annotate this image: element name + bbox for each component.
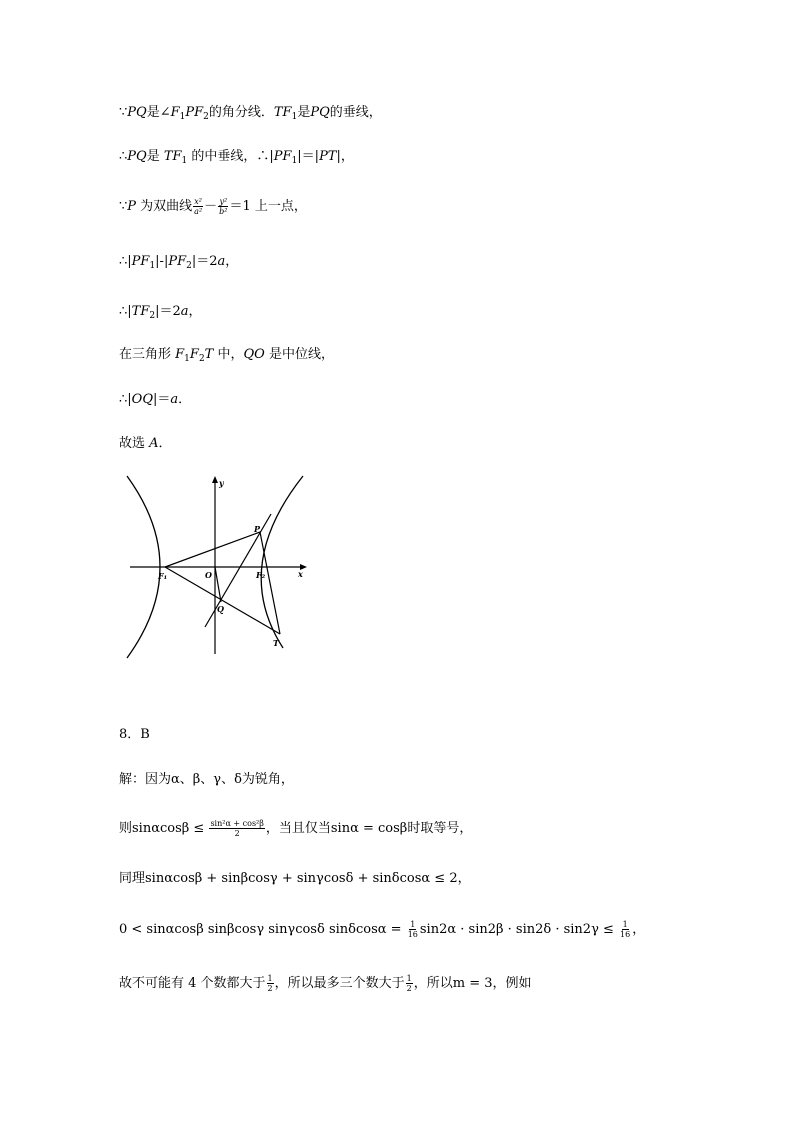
line-9: 8．B — [119, 727, 150, 742]
line-5: $\therefore|TF_2|=2a$， — [119, 304, 202, 321]
line-1: ∵PQ是$\angle F_1PF_2$的角分线．$TF_1$是PQ的垂线， — [119, 105, 382, 122]
line-3: ∵P 为双曲线 $\frac{\text{x²}}{\text{a²}}$ － $\frac{\text{y²}}{\text{b²}}$ ＝1 上一点， — [119, 197, 307, 216]
fraction-x2-a2: $\frac{\text{x²}}{\text{a²}}$ — [194, 197, 203, 216]
line-10: 解：因为α、β、γ、δ为锐角， — [119, 772, 294, 787]
line-2: ∴PQ是 $TF_1$ 的中垂线，$\therefore|PF_1|=|PT|$， — [119, 149, 354, 166]
fraction-one-sixteenth-2: $\frac{1}{16}$ — [620, 920, 631, 939]
segment-f1-p — [165, 532, 260, 567]
line-11: 则sinαcosβ ≤ $\frac{\text{sin²α + cos²β}}{2}$ ，当且仅当sinα = cosβ时取等号， — [119, 819, 473, 838]
label-f2: F₂ — [256, 570, 266, 580]
label-q: Q — [217, 604, 224, 614]
line-6: 在三角形 $F_1F_2T$ 中，QO 是中位线， — [119, 347, 334, 364]
line-12: 同理sinαcosβ + sinβcosγ + sinγcosδ + sinδcosα ≤ 2， — [119, 871, 471, 886]
label-f1: F₁ — [158, 571, 168, 581]
fraction-sin-cos: $\frac{\text{sin²α + cos²β}}{2}$ — [210, 819, 264, 838]
line-7: ∴|OQ|＝a． — [119, 392, 192, 407]
fraction-one-sixteenth: $\frac{1}{16}$ — [407, 920, 418, 939]
fraction-one-half-2: $\frac{1}{2}$ — [406, 974, 412, 993]
label-p: P — [254, 524, 261, 534]
line-8: 故选 A． — [119, 436, 172, 451]
line-14: 故不可能有 4 个数都大于 $\frac{1}{2}$ ，所以最多三个数大于 $\frac{1}{2}$ ，所以m = 3，例如 — [119, 974, 532, 993]
label-y: y — [219, 478, 224, 488]
line-4: $\therefore|PF_1|-|PF_2|=2a$， — [119, 254, 239, 271]
fraction-one-half: $\frac{1}{2}$ — [267, 974, 273, 993]
label-x: x — [298, 569, 303, 579]
fraction-y2-b2: $\frac{\text{y²}}{\text{b²}}$ — [219, 197, 228, 216]
label-t: T — [273, 638, 279, 648]
hyperbola-right-branch — [261, 476, 303, 648]
y-axis-arrow-icon — [212, 476, 218, 483]
segment-p-t — [260, 532, 280, 634]
hyperbola-figure — [125, 472, 310, 662]
line-13: 0 < sinαcosβ sinβcosγ sinγcosδ sinδcosα = $\frac{1}{16}$ sin2α · sin2β · sin2δ · sin2γ ≤ $\frac{1}{16}$ ， — [119, 920, 646, 939]
label-o: O — [205, 570, 212, 580]
